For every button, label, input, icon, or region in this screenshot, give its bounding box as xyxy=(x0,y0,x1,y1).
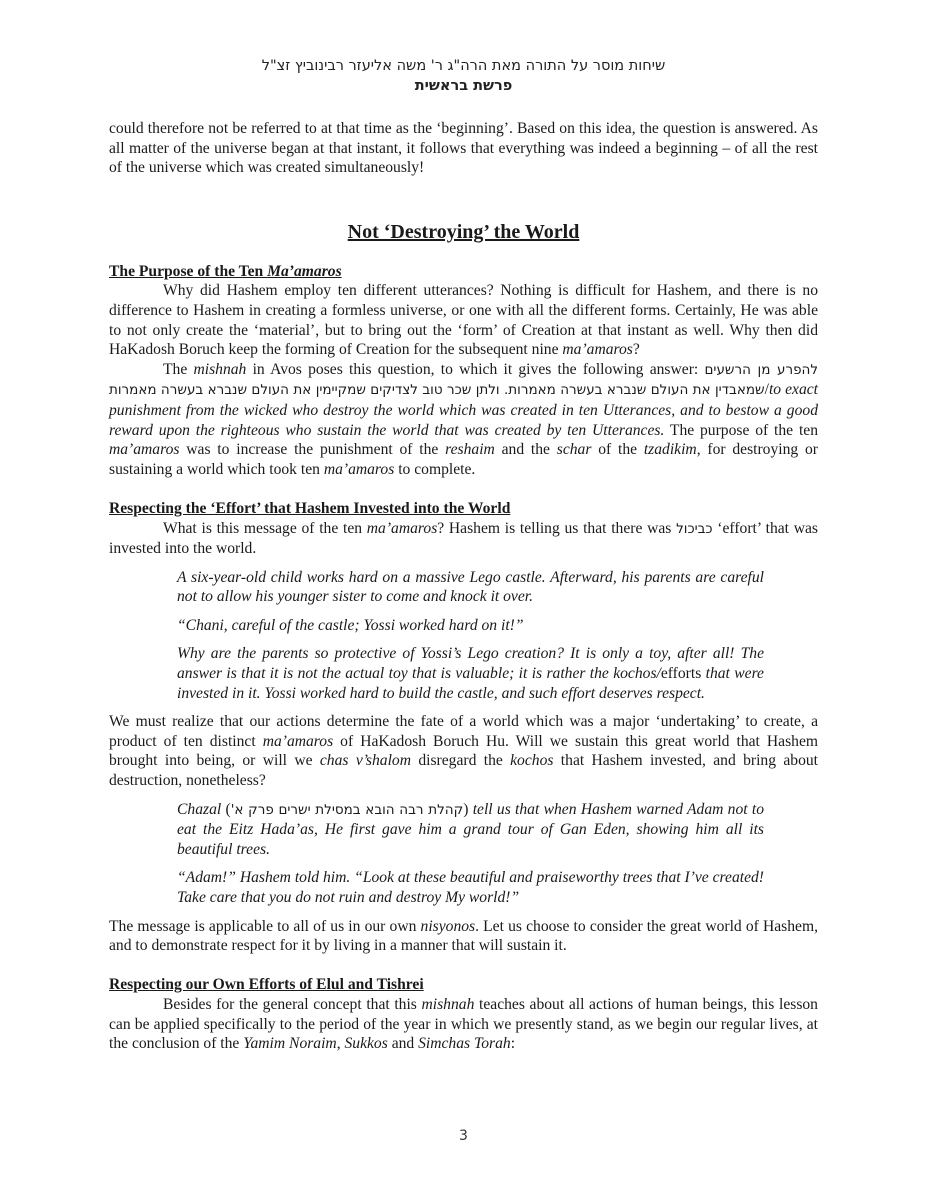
italic-term: chas v’shalom xyxy=(319,752,411,770)
adam-quote-para: “Adam!” Hashem told him. “Look at these beautiful and praiseworthy trees that I’ve created! Take care that you do not ruin and destroy My world!” xyxy=(177,869,765,906)
text: ‘effort’ that was invested into the world. xyxy=(109,519,818,558)
text: disregard the xyxy=(411,752,511,770)
text: ? xyxy=(632,341,640,359)
text: and xyxy=(387,1035,419,1053)
italic-term: ma’amaros xyxy=(562,341,633,359)
page-number: 3 xyxy=(459,1128,468,1144)
section-title: Not ‘Destroying’ the World xyxy=(347,220,580,243)
italic-term: mishnah xyxy=(193,360,247,378)
text: that Hashem invested, and bring about destruction, nonetheless? xyxy=(109,752,819,790)
gan-eden-block xyxy=(177,800,764,908)
roman-term: efforts xyxy=(660,665,702,683)
header-author-line: שיחות מוסר על התורה מאת הרה"ג ר' משה אליעזר רבינוביץ זצ"ל xyxy=(261,58,666,74)
text: What is this message of the ten xyxy=(163,519,367,537)
spacer xyxy=(109,479,818,499)
text: Why did Hashem employ ten different utterances? Nothing is difficult for Hashem, and there is no difference to Hashem in creating a formless universe, or one with all the different forms. Certainly, He was able to not only create the ‘material’, but to bring out the ‘form’ of Creation at that instant as well. Why then did HaKadosh Boruch keep the forming of Creation for the subsequent nine xyxy=(109,282,818,359)
translation: to exact punishment from the wicked who destroy the world which was created in ten Utterances, and to bestow a good reward upon the righteous who sustain the world that was created by ten Utterances. xyxy=(109,381,818,439)
hebrew-word: כביכול xyxy=(676,520,713,537)
italic-term: mishnah xyxy=(421,995,475,1013)
paragraph-effort-2 xyxy=(109,712,818,790)
text: We must realize that our actions determine the fate of a world which was a major ‘undertaking’ to create, a product of ten distinct xyxy=(109,713,818,750)
text: was to increase the punishment of the xyxy=(179,441,446,459)
text: teaches about all actions of human beings, this lesson can be applied specifically to the period of the year in which we presently stand, as we begin our regular lives, at the conclusion of the xyxy=(109,995,818,1053)
story-para-2: “Chani, careful of the castle; Yossi worked hard on it!” xyxy=(177,616,524,634)
italic-term: ma’amaros xyxy=(366,519,438,537)
text: Chazal xyxy=(177,800,222,818)
running-header xyxy=(0,56,927,96)
paren: ( xyxy=(221,800,231,818)
story-para-3 xyxy=(177,644,764,703)
text: Besides for the general concept that this xyxy=(163,995,422,1013)
text: of the xyxy=(591,441,644,459)
text: The purpose of the ten xyxy=(664,421,818,439)
paren: ) xyxy=(463,800,473,818)
text: . Let us choose to consider the great world of Hashem, and to demonstrate respect for it by living in a manner that will sustain it. xyxy=(109,917,818,955)
paragraph-elul-1 xyxy=(109,995,818,1054)
chazal-para xyxy=(177,800,764,860)
text: ? Hashem is telling us that there was xyxy=(437,519,677,537)
text: : xyxy=(510,1035,516,1053)
italic-term: nisyonos xyxy=(420,917,476,935)
subheading-elul-tishrei: Respecting our Own Efforts of Elul and Tishrei xyxy=(109,976,424,994)
text: to complete. xyxy=(394,460,476,478)
text: The message is applicable to all of us in our own xyxy=(109,917,421,935)
italic-term: schar xyxy=(556,441,592,459)
italic-term: Sukkos xyxy=(344,1035,388,1053)
paragraph-purpose-1 xyxy=(109,281,818,359)
story-para-1: A six-year-old child works hard on a massive Lego castle. Afterward, his parents are careful not to allow his younger sister to come and knock it over. xyxy=(177,568,764,606)
text: and the xyxy=(494,441,557,459)
text: The xyxy=(163,360,194,378)
subheading-italic: Ma’amaros xyxy=(267,262,342,280)
text: that were invested in it. Yossi worked hard to build the castle, and such effort deserves respect. xyxy=(177,665,764,702)
paragraph-effort-1 xyxy=(109,519,818,559)
italic-term: ma’amaros xyxy=(109,441,180,459)
subheading-text: The Purpose of the Ten xyxy=(109,262,268,280)
subheading-purpose xyxy=(109,262,818,282)
italic-term: ma’amaros xyxy=(323,460,395,478)
italic-term: Yamim Noraim xyxy=(243,1035,337,1053)
subheading-effort: Respecting the ‘Effort’ that Hashem Invested into the World xyxy=(109,499,511,517)
text: Why are the parents so protective of Yossi’s Lego creation? It is only a toy, after all! The answer is that it is not the actual toy that is valuable; it is rather the kochos/ xyxy=(177,645,764,683)
text: tell us that when Hashem warned Adam not to eat the Eitz Hada’as, He first gave him a grand tour of Gan Eden, showing him all its beautiful trees. xyxy=(177,800,765,858)
text: , xyxy=(336,1035,345,1053)
text: , for destroying or sustaining a world which took ten xyxy=(109,441,818,478)
hebrew-source: קהלת רבה הובא במסילת ישרים פרק א' xyxy=(230,801,464,818)
spacer xyxy=(109,956,818,976)
italic-term: ma’amaros xyxy=(262,732,334,750)
paragraph-purpose-2 xyxy=(109,360,818,480)
italic-term: reshaim xyxy=(445,441,495,459)
text: in Avos poses this question, to which it gives the following answer: xyxy=(246,360,705,378)
italic-term: tzadikim xyxy=(643,441,697,459)
italic-term: kochos xyxy=(510,752,554,770)
italic-term: Simchas Torah xyxy=(418,1035,511,1053)
lego-story-block xyxy=(177,568,764,704)
body-text xyxy=(109,119,818,1054)
text: / xyxy=(764,381,769,399)
intro-paragraph: could therefore not be referred to at that time as the ‘beginning’. Based on this idea, the question is answered. As all matter of the universe began at that instant, it follows that everything was indeed a beginning – of all the rest of the universe which was created simultaneously! xyxy=(109,120,818,177)
header-parsha-line: פרשת בראשית xyxy=(414,78,513,94)
hebrew-quote: להפרע מן הרשעים שמאבדין את העולם שנברא בעשרה מאמרות. ולתן שכר טוב לצדיקים שמקיימין את העולם שנברא בעשרה מאמרות xyxy=(109,361,819,399)
paragraph-effort-3 xyxy=(109,917,818,956)
text: of HaKadosh Boruch Hu. Will we sustain this great world that Hashem brought into being, or will we xyxy=(109,732,818,770)
